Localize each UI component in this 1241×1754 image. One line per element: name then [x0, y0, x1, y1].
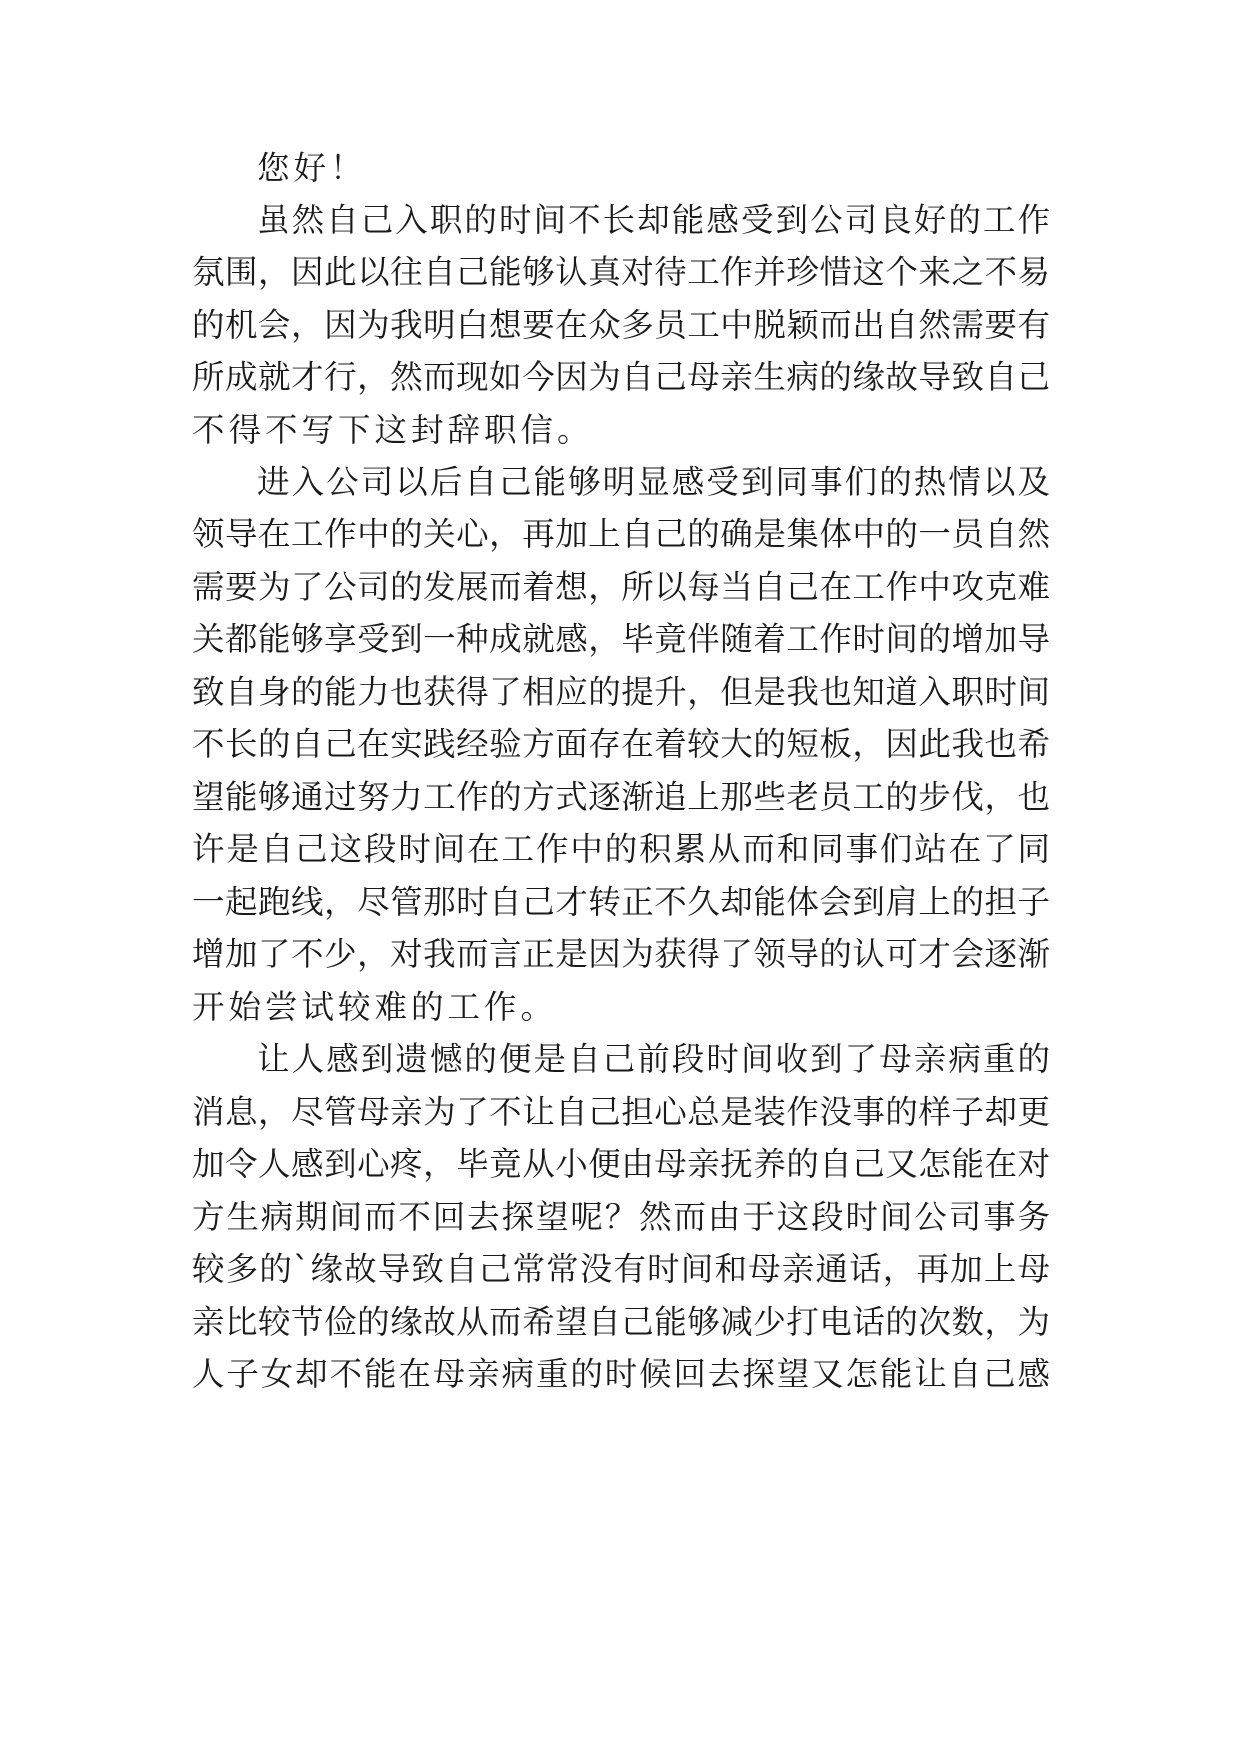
paragraph-line: 人子女却不能在母亲病重的时候回去探望又怎能让自己感 [192, 1355, 1050, 1393]
paragraph-line: 需要为了公司的发展而着想，所以每当自己在工作中攻克难 [192, 568, 1050, 606]
paragraph-line: 虽然自己入职的时间不长却能感受到公司良好的工作 [257, 201, 1050, 239]
paragraph-line: 方生病期间而不回去探望呢？然而由于这段时间公司事务 [192, 1198, 1050, 1236]
greeting: 您好！ [257, 149, 367, 187]
paragraph-line: 致自身的能力也获得了相应的提升，但是我也知道入职时间 [192, 673, 1050, 711]
paragraph-line: 的机会，因为我明白想要在众多员工中脱颖而出自然需要有 [192, 306, 1050, 344]
paragraph-line: 消息，尽管母亲为了不让自己担心总是装作没事的样子却更 [192, 1093, 1050, 1131]
paragraph-line: 所成就才行，然而现如今因为自己母亲生病的缘故导致自己 [192, 358, 1050, 396]
paragraph-line: 关都能够享受到一种成就感，毕竟伴随着工作时间的增加导 [192, 620, 1050, 658]
paragraph-line: 望能够通过努力工作的方式逐渐追上那些老员工的步伐，也 [192, 778, 1050, 816]
paragraph-line: 氛围，因此以往自己能够认真对待工作并珍惜这个来之不易 [192, 253, 1050, 291]
paragraph-line: 较多的`缘故导致自己常常没有时间和母亲通话，再加上母 [192, 1250, 1050, 1288]
paragraph-line: 许是自己这段时间在工作中的积累从而和同事们站在了同 [192, 830, 1050, 868]
paragraph-line: 一起跑线，尽管那时自己才转正不久却能体会到肩上的担子 [192, 883, 1050, 921]
paragraph-line: 亲比较节俭的缘故从而希望自己能够减少打电话的次数，为 [192, 1303, 1050, 1341]
paragraph-line: 增加了不少，对我而言正是因为获得了领导的认可才会逐渐 [192, 935, 1050, 973]
paragraph-line: 让人感到遗憾的便是自己前段时间收到了母亲病重的 [257, 1040, 1050, 1078]
paragraph-line: 进入公司以后自己能够明显感受到同事们的热情以及 [257, 463, 1050, 501]
paragraph-line: 不长的自己在实践经验方面存在着较大的短板，因此我也希 [192, 725, 1050, 763]
paragraph-line: 不得不写下这封辞职信。 [192, 411, 594, 449]
paragraph-line: 加令人感到心疼，毕竟从小便由母亲抚养的自己又怎能在对 [192, 1145, 1050, 1183]
paragraph-line: 开始尝试较难的工作。 [192, 988, 558, 1026]
paragraph-line: 领导在工作中的关心，再加上自己的确是集体中的一员自然 [192, 515, 1050, 553]
